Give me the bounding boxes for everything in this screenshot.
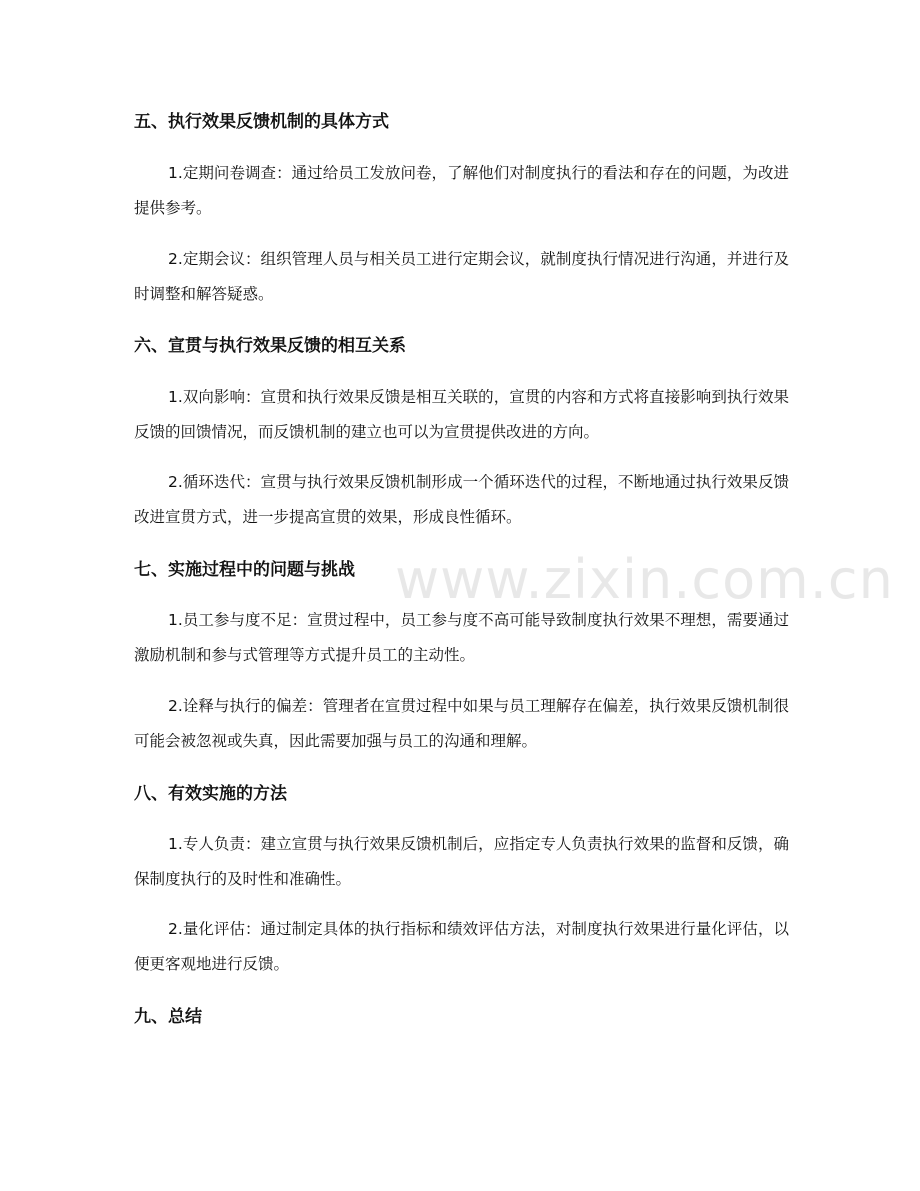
paragraph-7-1: 1.员工参与度不足：宣贯过程中，员工参与度不高可能导致制度执行效果不理想，需要通过激励机制和参与式管理等方式提升员工的主动性。	[134, 611, 789, 664]
paragraph-5-2: 2.定期会议：组织管理人员与相关员工进行定期会议，就制度执行情况进行沟通，并进行及时调整和解答疑惑。	[134, 250, 789, 303]
section-heading-7: 七、实施过程中的问题与挑战	[134, 560, 355, 580]
paragraph-8-1: 1.专人负责：建立宣贯与执行效果反馈机制后，应指定专人负责执行效果的监督和反馈，确保制度执行的及时性和准确性。	[134, 835, 789, 888]
paragraph-7-2: 2.诠释与执行的偏差：管理者在宣贯过程中如果与员工理解存在偏差，执行效果反馈机制很可能会被忽视或失真，因此需要加强与员工的沟通和理解。	[134, 697, 789, 750]
paragraph-8-2: 2.量化评估：通过制定具体的执行指标和绩效评估方法，对制度执行效果进行量化评估，以便更客观地进行反馈。	[134, 920, 789, 973]
section-heading-5: 五、执行效果反馈机制的具体方式	[134, 112, 389, 132]
section-heading-9: 九、总结	[134, 1007, 202, 1027]
paragraph-6-1: 1.双向影响：宣贯和执行效果反馈是相互关联的，宣贯的内容和方式将直接影响到执行效果反馈的回馈情况，而反馈机制的建立也可以为宣贯提供改进的方向。	[134, 388, 789, 441]
watermark: www.zixin.com.cn	[395, 548, 894, 611]
section-heading-8: 八、有效实施的方法	[134, 784, 287, 804]
paragraph-6-2: 2.循环迭代：宣贯与执行效果反馈机制形成一个循环迭代的过程，不断地通过执行效果反馈改进宣贯方式，进一步提高宣贯的效果，形成良性循环。	[134, 473, 789, 526]
paragraph-5-1: 1.定期问卷调查：通过给员工发放问卷，了解他们对制度执行的看法和存在的问题，为改进提供参考。	[134, 164, 789, 217]
section-heading-6: 六、宣贯与执行效果反馈的相互关系	[134, 336, 406, 356]
